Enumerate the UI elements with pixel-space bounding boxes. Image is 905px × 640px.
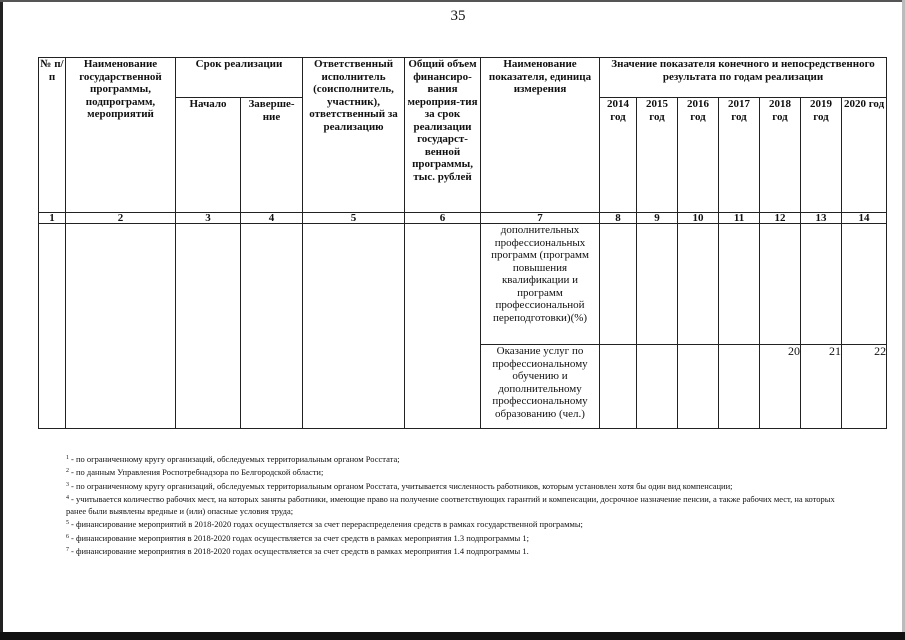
cell-value <box>719 345 760 429</box>
footnote-text: - финансирование мероприятий в 2018-2020 годах осуществляется за счет перераспределения средств в рамках государственной программы; <box>71 519 583 530</box>
footnote-text: - по ограниченному кругу организаций, обследуемых территориальным органом Росстата; <box>71 454 400 464</box>
footnote-text: - финансирование мероприятия в 2018-2020 годах осуществляется за счет средств в рамках мероприятия 1.4 подпрограммы 1. <box>71 546 529 557</box>
page-number: 35 <box>450 8 466 24</box>
cell-indicator: дополнительных профессиональных программ (программ повышения квалификации и программ профессиональной переподготовки)(%) <box>481 224 600 345</box>
column-number: 11 <box>719 213 760 224</box>
cell-value: 22 <box>842 345 887 429</box>
footnote-mark: 3 <box>66 481 69 488</box>
footnote <box>66 531 856 544</box>
column-number: 7 <box>481 213 600 224</box>
column-number: 2 <box>66 213 176 224</box>
scan-edge-left <box>0 0 3 640</box>
footnotes <box>66 452 856 557</box>
cell-value <box>678 224 719 345</box>
footnote <box>66 517 856 530</box>
header-num: № п/п <box>39 58 66 213</box>
column-number: 4 <box>241 213 303 224</box>
scan-edge-bottom <box>0 632 905 640</box>
footnote-text: - по ограниченному кругу организаций, обследуемых территориальным органом Росстата, учитывается численность работников, которым установлен хотя бы один вид компенсации; <box>71 480 733 491</box>
column-number: 14 <box>842 213 887 224</box>
footnote <box>66 465 856 478</box>
footnote-text: - учитывается количество рабочих мест, на которых заняты работники, имеющие право на получение соответствующих гарантий и компенсации, досрочное назначение пенсии, а также рабочих мест, на которых ранее были выявлены вредные и (или) опасные условия труда; <box>66 493 835 517</box>
cell-program-name <box>66 224 176 429</box>
cell-financing <box>405 224 481 429</box>
column-number: 13 <box>801 213 842 224</box>
cell-value: 21 <box>801 345 842 429</box>
column-number: 12 <box>760 213 801 224</box>
footnote-text: - по данным Управления Роспотребнадзора по Белгородской области; <box>71 467 324 478</box>
cell-value <box>637 345 678 429</box>
footnote <box>66 492 856 518</box>
footnote-mark: 6 <box>66 533 69 540</box>
header-year: 2016 год <box>678 98 719 213</box>
column-number: 8 <box>600 213 637 224</box>
header-program-name: Наименование государственной программы, подпрограмм, мероприятий <box>66 58 176 213</box>
header-year: 2014 год <box>600 98 637 213</box>
header-indicator: Наименование показателя, единица измерения <box>481 58 600 213</box>
cell-start <box>176 224 241 429</box>
scan-edge-top <box>0 0 905 2</box>
header-year: 2017 год <box>719 98 760 213</box>
header-period: Срок реализации <box>176 58 303 98</box>
column-number: 6 <box>405 213 481 224</box>
header-end: Заверше-ние <box>241 98 303 213</box>
header-responsible: Ответственный исполнитель (соисполнитель, участник), ответственный за реализацию <box>303 58 405 213</box>
footnote <box>66 452 856 465</box>
header-year: 2018 год <box>760 98 801 213</box>
footnote-mark: 5 <box>66 520 69 527</box>
cell-value <box>600 224 637 345</box>
footnote-mark: 7 <box>66 547 69 554</box>
footnote <box>66 544 856 557</box>
cell-end <box>241 224 303 429</box>
footnote-mark: 2 <box>66 468 69 475</box>
header-year: 2015 год <box>637 98 678 213</box>
header-values: Значение показателя конечного и непосредственного результата по годам реализации <box>600 58 887 98</box>
column-number: 3 <box>176 213 241 224</box>
footnote <box>66 479 856 492</box>
cell-value <box>760 224 801 345</box>
cell-num <box>39 224 66 429</box>
cell-value <box>719 224 760 345</box>
header-start: Начало <box>176 98 241 213</box>
footnote-text: - финансирование мероприятия в 2018-2020 годах осуществляется за счет средств в рамках мероприятия 1.3 подпрограммы 1; <box>71 532 529 543</box>
header-year: 2020 год <box>842 98 887 213</box>
header-year: 2019 год <box>801 98 842 213</box>
header-financing: Общий объем финансиро-вания мероприя-тия за срок реализации государст-венной программы, тыс. рублей <box>405 58 481 213</box>
cell-responsible <box>303 224 405 429</box>
cell-value <box>801 224 842 345</box>
column-numbers-row <box>39 213 887 224</box>
column-number: 5 <box>303 213 405 224</box>
cell-value <box>637 224 678 345</box>
column-number: 9 <box>637 213 678 224</box>
indicators-table <box>38 57 887 429</box>
table-row <box>39 224 887 345</box>
footnote-mark: 1 <box>66 455 69 461</box>
cell-value <box>842 224 887 345</box>
column-number: 1 <box>39 213 66 224</box>
cell-indicator: Оказание услуг по профессиональному обучению и дополнительному профессиональному образованию (чел.) <box>481 345 600 429</box>
cell-value <box>600 345 637 429</box>
cell-value: 20 <box>760 345 801 429</box>
footnote-mark: 4 <box>66 494 69 501</box>
column-number: 10 <box>678 213 719 224</box>
cell-value <box>678 345 719 429</box>
